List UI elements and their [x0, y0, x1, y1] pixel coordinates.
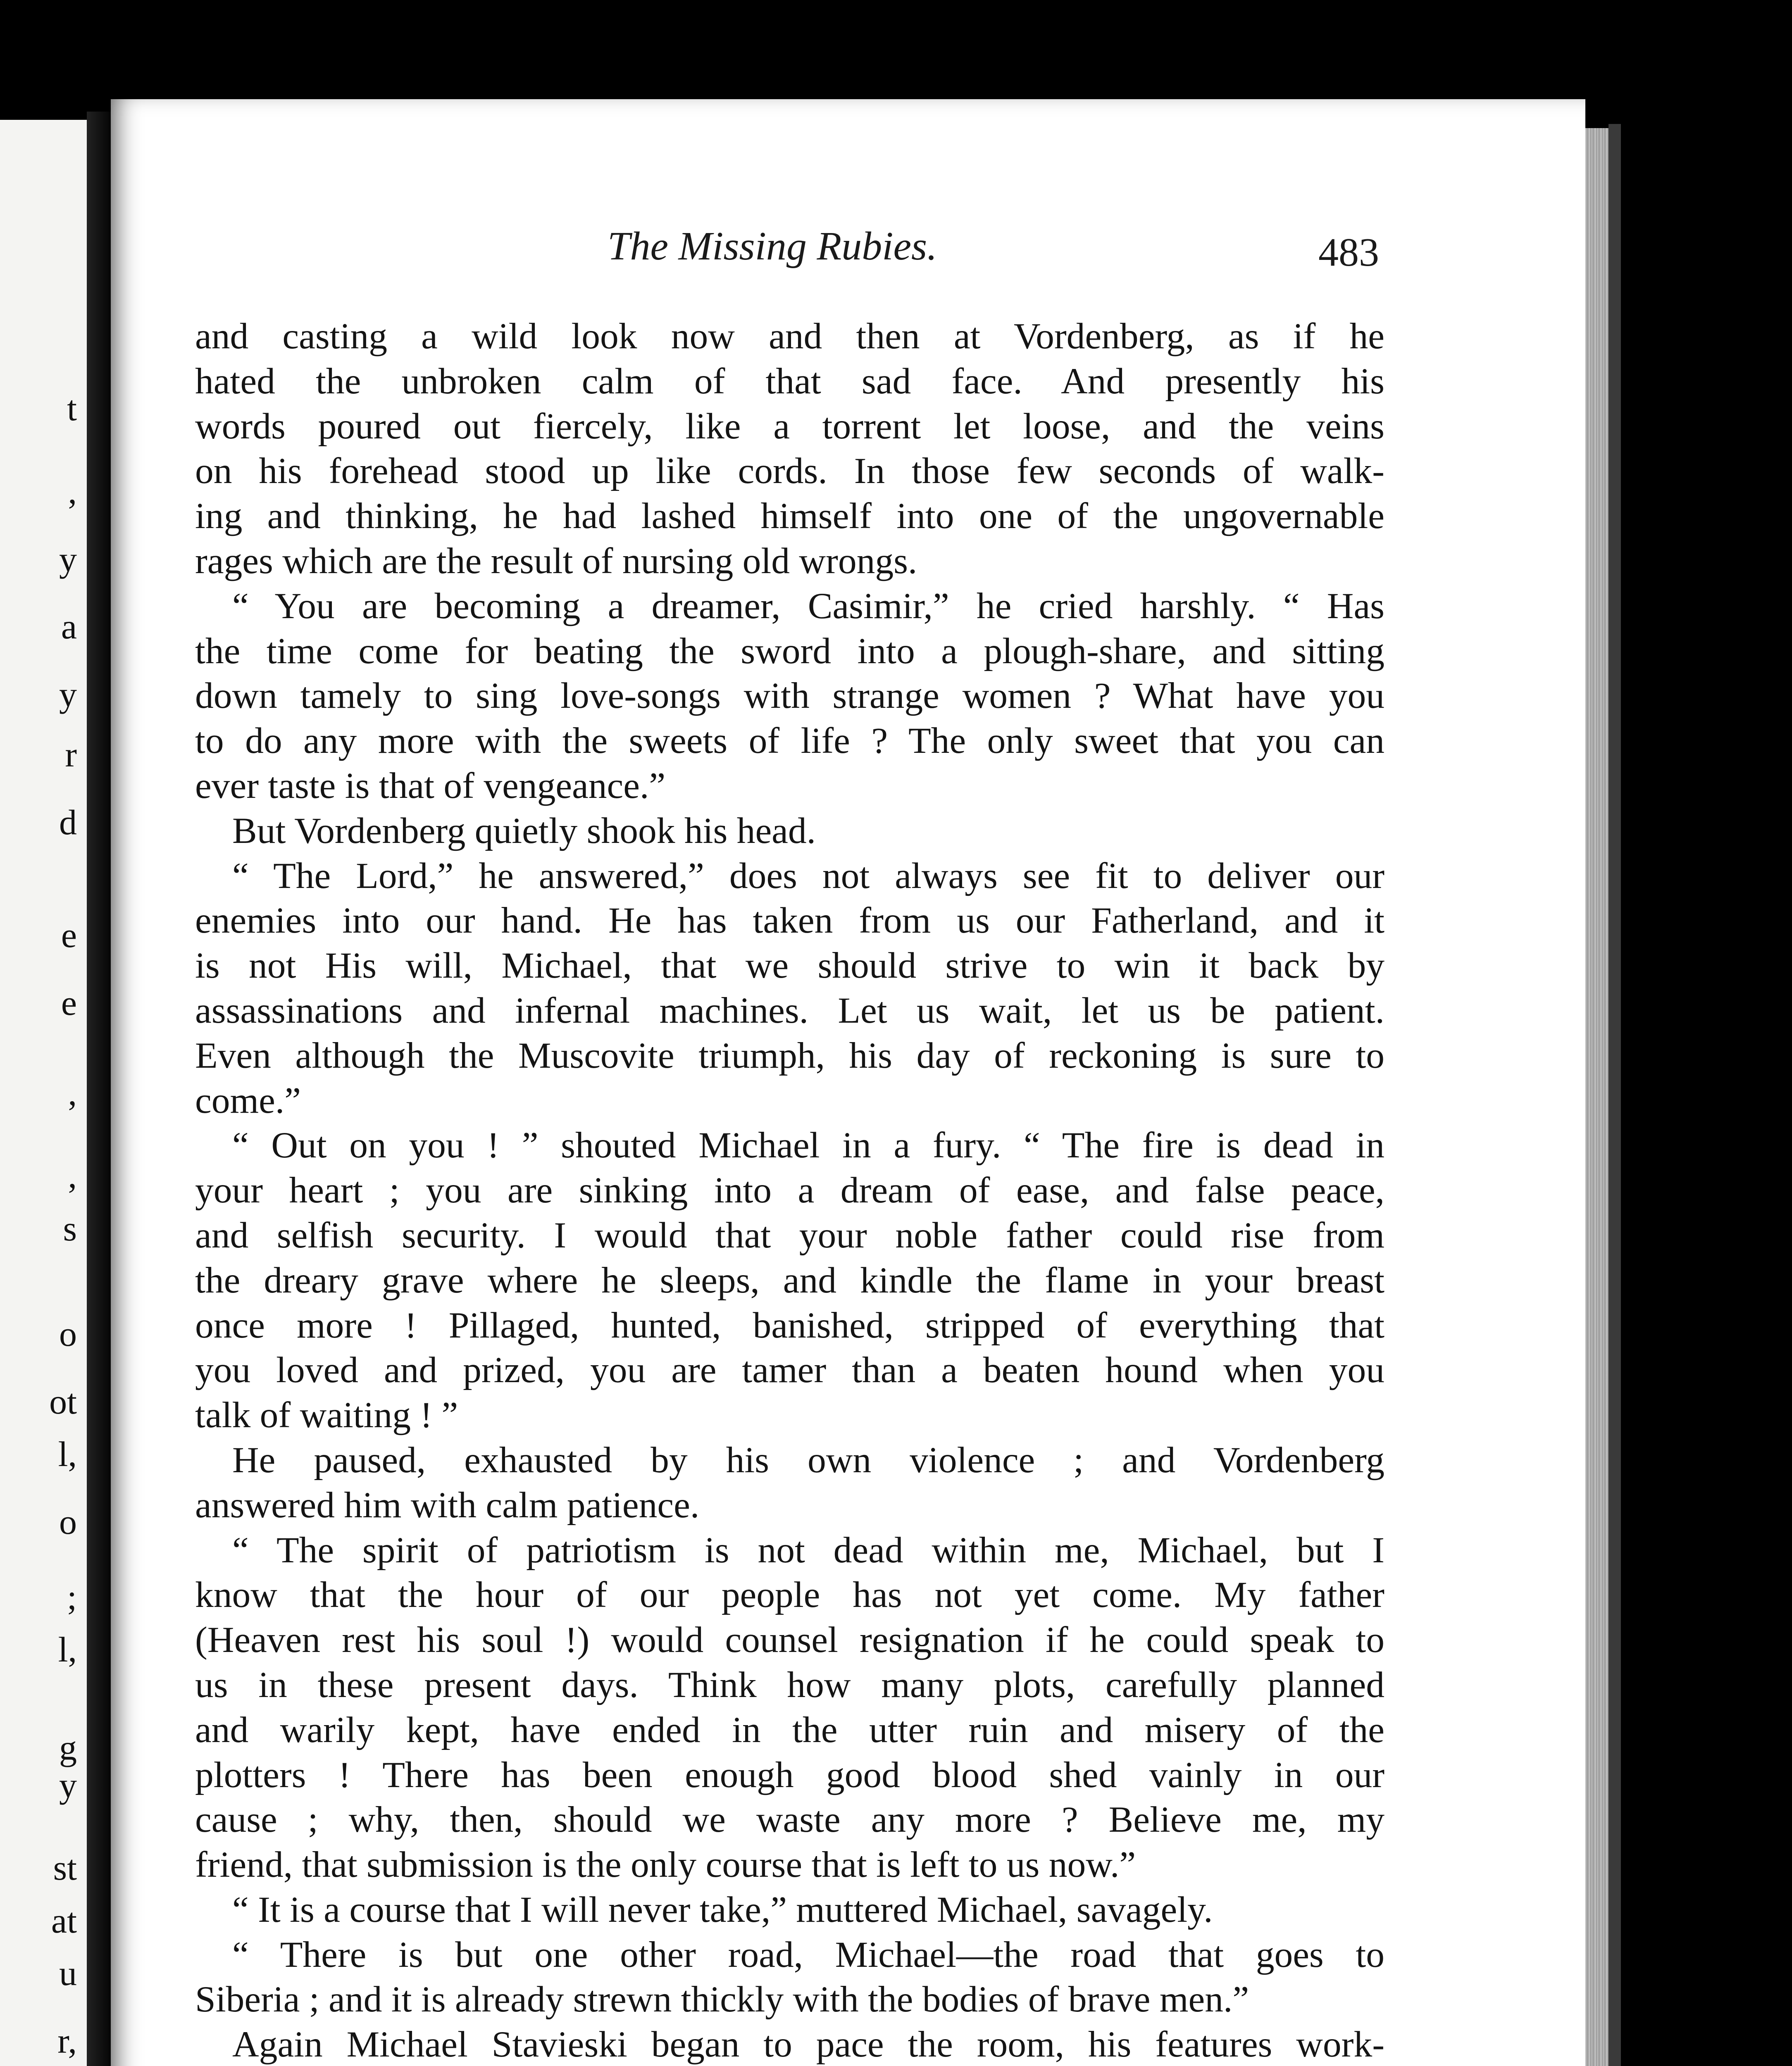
previous-page-edge: [0, 120, 87, 2066]
previous-page-fragment: ;: [67, 1577, 77, 1617]
previous-page-fragment: ,: [68, 1156, 77, 1195]
previous-page-fragment: y: [59, 539, 77, 579]
text-line: answered him with calm patience.: [195, 1484, 700, 1526]
text-line: Even although the Muscovite triumph, his day of reckoning is sure to: [195, 1035, 1385, 1076]
text-line: friend, that submission is the only course that is left to us now.”: [195, 1844, 1136, 1885]
text-line: down tamely to sing love-songs with strange women ? What have you: [195, 675, 1385, 716]
previous-page-fragment: at: [51, 1901, 77, 1940]
previous-page-fragment: l,: [58, 1630, 77, 1669]
text-line: “ The Lord,” he answered,” does not always see fit to deliver our: [232, 855, 1385, 896]
text-line: to do any more with the sweets of life ? The only sweet that you can: [195, 720, 1385, 762]
book-cover-edge: [1609, 124, 1621, 2066]
text-line: “ The spirit of patriotism is not dead within me, Michael, but I: [232, 1529, 1385, 1571]
text-line: cause ; why, then, should we waste any more ? Believe me, my: [195, 1799, 1385, 1840]
previous-page-fragment: r: [65, 735, 77, 774]
previous-page-fragment: t: [67, 388, 77, 428]
text-line: words poured out fiercely, like a torrent let loose, and the veins: [195, 405, 1385, 447]
previous-page-fragment: u: [59, 1953, 77, 1993]
previous-page-fragment: y: [59, 674, 77, 714]
text-line: hated the unbroken calm of that sad face. And presently his: [195, 360, 1385, 402]
text-line: “ It is a course that I will never take,” muttered Michael, savagely.: [232, 1889, 1213, 1930]
running-title: The Missing Rubies.: [608, 224, 937, 269]
page-number: 483: [1318, 230, 1379, 275]
previous-page-fragment: g: [59, 1728, 77, 1767]
text-line: on his forehead stood up like cords. In those few seconds of walk-: [195, 450, 1385, 492]
text-line: ing and thinking, he had lashed himself into one of the ungovernable: [195, 495, 1385, 537]
text-line: But Vordenberg quietly shook his head.: [232, 810, 816, 851]
text-line: and casting a wild look now and then at Vordenberg, as if he: [195, 316, 1385, 357]
previous-page-fragment: o: [59, 1502, 77, 1542]
text-line: the dreary grave where he sleeps, and kindle the flame in your breast: [195, 1259, 1385, 1301]
text-line: ever taste is that of vengeance.”: [195, 765, 666, 806]
previous-page-fragment: e: [61, 915, 77, 955]
text-line: He paused, exhausted by his own violence ; and Vordenberg: [232, 1439, 1385, 1480]
text-line: and warily kept, have ended in the utter ruin and misery of the: [195, 1709, 1385, 1750]
text-line: the time come for beating the sword into a plough-share, and sitting: [195, 630, 1385, 671]
text-line: and selfish security. I would that your noble father could rise from: [195, 1214, 1385, 1256]
text-line: (Heaven rest his soul !) would counsel resignation if he could speak to: [195, 1619, 1385, 1661]
text-line: assassinations and infernal machines. Let us wait, let us be patient.: [195, 990, 1385, 1031]
text-line: Siberia ; and it is already strewn thickly with the bodies of brave men.”: [195, 1979, 1249, 2020]
text-line: “ You are becoming a dreamer, Casimir,” he cried harshly. “ Has: [232, 585, 1385, 626]
text-line: us in these present days. Think how many plots, carefully planned: [195, 1664, 1385, 1705]
previous-page-fragment: a: [61, 607, 77, 646]
previous-page-fragments: [0, 120, 83, 2066]
previous-page-fragment: l,: [58, 1434, 77, 1474]
text-line: know that the hour of our people has not yet come. My father: [195, 1574, 1385, 1616]
previous-page-fragment: y: [59, 1765, 77, 1805]
text-line: once more ! Pillaged, hunted, banished, stripped of everything that: [195, 1304, 1385, 1346]
page-stack-edge: [1585, 128, 1609, 2066]
text-line: plotters ! There has been enough good blood shed vainly in our: [195, 1754, 1385, 1795]
previous-page-fragment: r,: [57, 2021, 77, 2061]
text-line: “ Out on you ! ” shouted Michael in a fury. “ The fire is dead in: [232, 1125, 1385, 1166]
text-line: is not His will, Michael, that we should strive to win it back by: [195, 945, 1385, 986]
text-line: talk of waiting ! ”: [195, 1395, 458, 1436]
previous-page-fragment: ,: [68, 1073, 77, 1113]
previous-page-fragment: d: [59, 802, 77, 842]
text-line: your heart ; you are sinking into a dream of ease, and false peace,: [195, 1170, 1385, 1211]
text-line: rages which are the result of nursing old wrongs.: [195, 540, 917, 581]
text-line: Again Michael Stavieski began to pace the room, his features work-: [232, 2024, 1385, 2065]
text-line: “ There is but one other road, Michael—the road that goes to: [232, 1934, 1385, 1975]
previous-page-fragment: s: [63, 1209, 77, 1248]
previous-page-fragment: ot: [49, 1382, 77, 1421]
previous-page-fragment: st: [53, 1848, 77, 1887]
previous-page-fragment: o: [59, 1314, 77, 1354]
previous-page-fragment: ,: [68, 471, 77, 511]
body-text: [195, 314, 1385, 2066]
text-line: come.”: [195, 1080, 301, 1121]
text-line: enemies into our hand. He has taken from us our Fatherland, and it: [195, 900, 1385, 941]
previous-page-fragment: e: [61, 983, 77, 1023]
text-line: you loved and prized, you are tamer than a beaten hound when you: [195, 1350, 1385, 1391]
